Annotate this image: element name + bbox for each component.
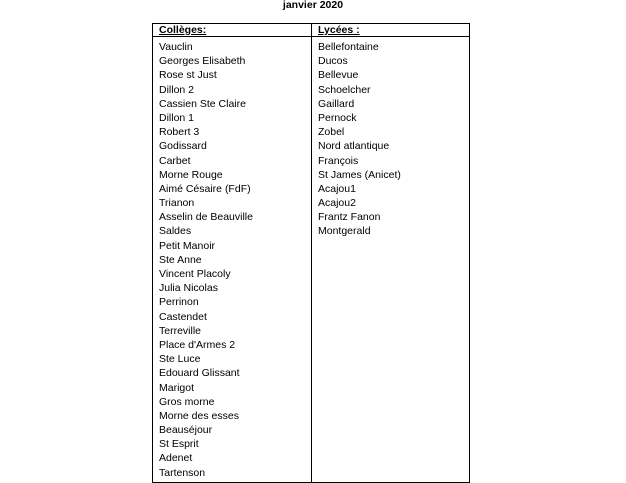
college-item: Castendet xyxy=(159,310,207,323)
lycee-item: Schoelcher xyxy=(318,83,371,96)
college-item: Perrinon xyxy=(159,296,199,309)
college-item: Marigot xyxy=(159,381,195,394)
lycee-item: Bellevue xyxy=(318,69,359,82)
lycees-header: Lycées : xyxy=(312,24,469,37)
college-item: Petit Manoir xyxy=(159,239,216,252)
college-item: Carbet xyxy=(159,154,191,167)
college-item: Morne Rouge xyxy=(159,168,223,181)
college-item: Place d'Armes 2 xyxy=(159,338,236,351)
college-item: Adenet xyxy=(159,452,193,465)
college-item: Asselin de Beauville xyxy=(159,211,253,224)
document-title: janvier 2020 xyxy=(282,0,344,11)
college-item: Trianon xyxy=(159,197,195,210)
lycees-column xyxy=(312,24,469,482)
lycee-item: Pernock xyxy=(318,111,357,124)
lycee-item: Bellefontaine xyxy=(318,41,379,53)
lycee-item: Montgerald xyxy=(318,225,371,238)
lycee-item: St James (Anicet) xyxy=(318,168,401,181)
schools-table xyxy=(152,23,470,483)
college-item: Vincent Placoly xyxy=(159,268,231,280)
college-item: St Esprit xyxy=(159,438,199,451)
lycee-item: Gaillard xyxy=(318,97,355,110)
college-item: Beauséjour xyxy=(159,424,213,437)
lycees-list xyxy=(312,40,469,239)
colleges-column xyxy=(153,24,312,482)
lycee-item: Acajou2 xyxy=(318,197,356,210)
college-item: Edouard Glissant xyxy=(159,367,240,380)
college-item: Godissard xyxy=(159,140,207,153)
lycee-item: François xyxy=(318,154,359,167)
colleges-header: Collèges: xyxy=(153,24,311,37)
college-item: Georges Elisabeth xyxy=(159,55,246,68)
college-item: Vauclin xyxy=(159,41,193,53)
lycee-item: Acajou1 xyxy=(318,182,356,195)
college-item: Ste Luce xyxy=(159,353,201,366)
college-item: Rose st Just xyxy=(159,69,217,82)
lycee-item: Nord atlantique xyxy=(318,140,390,153)
college-item: Ste Anne xyxy=(159,253,202,266)
college-item: Aimé Césaire (FdF) xyxy=(159,182,251,195)
colleges-list xyxy=(153,40,311,480)
college-item: Julia Nicolas xyxy=(159,282,218,295)
college-item: Tartenson xyxy=(159,466,206,479)
lycee-item: Zobel xyxy=(318,126,345,139)
college-item: Saldes xyxy=(159,225,192,238)
college-item: Morne des esses xyxy=(159,409,239,422)
college-item: Terreville xyxy=(159,324,202,337)
college-item: Dillon 1 xyxy=(159,111,195,124)
lycee-item: Frantz Fanon xyxy=(318,211,381,224)
college-item: Dillon 2 xyxy=(159,83,195,96)
college-item: Gros morne xyxy=(159,395,215,408)
college-item: Robert 3 xyxy=(159,126,200,139)
lycee-item: Ducos xyxy=(318,55,348,68)
college-item: Cassien Ste Claire xyxy=(159,97,246,110)
